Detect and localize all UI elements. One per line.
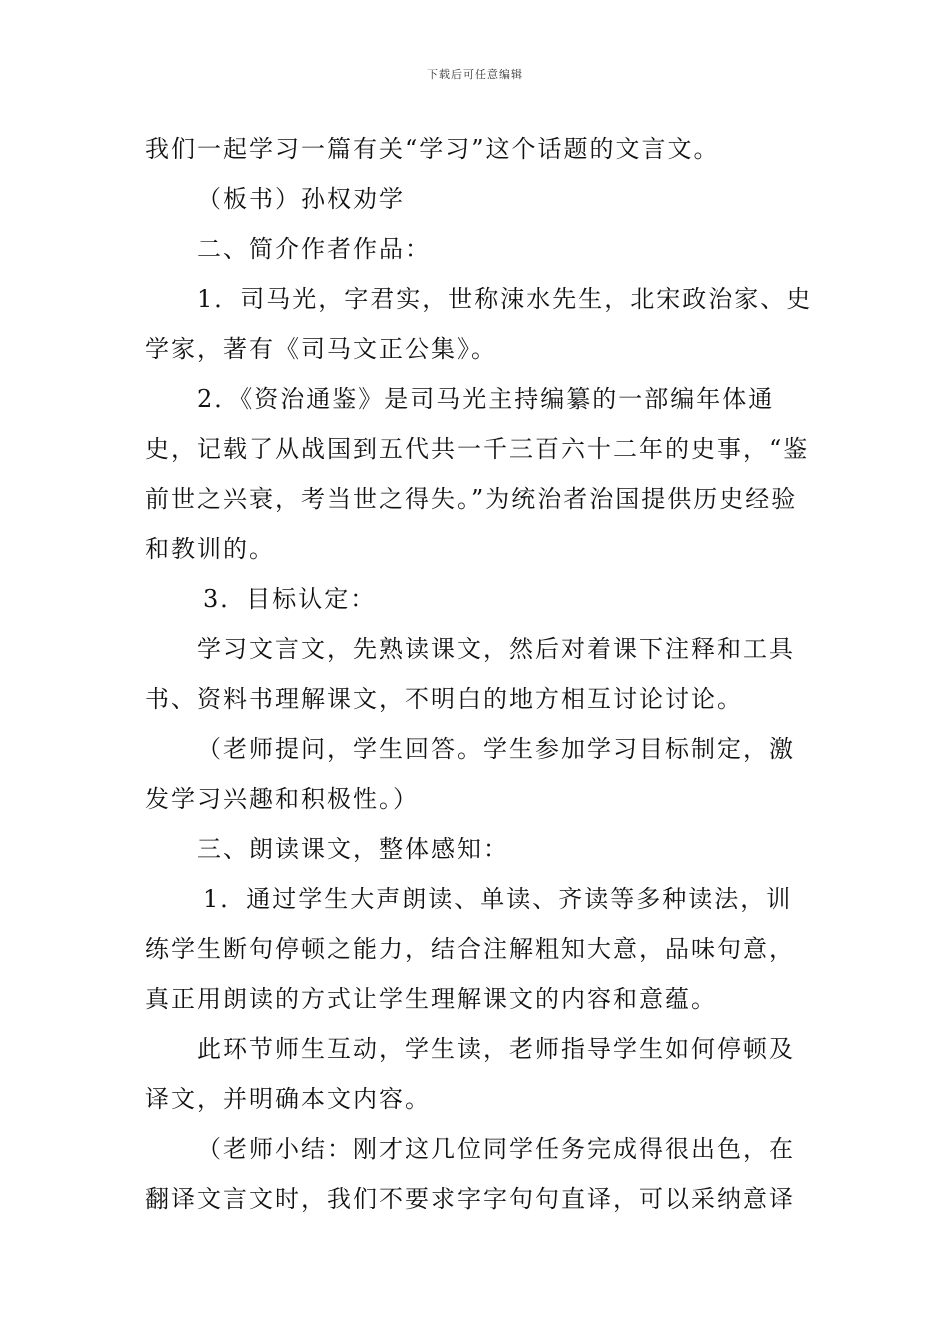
document-body — [145, 124, 815, 1224]
paragraph-goals: 学习文言文，先熟读课文，然后对着课下注释和工具书、资料书理解课文，不明白的地方相互讨论讨论。 — [145, 635, 795, 713]
section-heading-goals: 3．目标认定： — [203, 585, 377, 613]
paragraph-teacher-question: （老师提问，学生回答。学生参加学习目标制定，激发学习兴趣和积极性。） — [145, 735, 795, 813]
section-heading-reading: 三、朗读课文，整体感知： — [197, 835, 509, 863]
paragraph-intro: 我们一起学习一篇有关“学习”这个话题的文言文。 — [145, 135, 720, 163]
section-heading-author: 二、简介作者作品： — [197, 235, 431, 263]
paragraph-reading-1: 1．通过学生大声朗读、单读、齐读等多种读法，训练学生断句停顿之能力，结合注解粗知大意，品味句意，真正用朗读的方式让学生理解课文的内容和意蕴。 — [145, 885, 795, 1013]
paragraph-author-2: 2．《资治通鉴》是司马光主持编纂的一部编年体通史，记载了从战国到五代共一千三百六十二年的史事，“鉴前世之兴衰，考当世之得失。”为统治者治国提供历史经验和教训的。 — [145, 385, 810, 563]
paragraph-board-title: （板书）孙权劝学 — [197, 185, 405, 213]
header-note: 下载后可任意编辑 — [427, 68, 523, 81]
paragraph-teacher-summary: （老师小结：刚才这几位同学任务完成得很出色，在翻译文言文时，我们不要求字字句句直译，可以采纳意译 — [145, 1135, 795, 1213]
paragraph-interaction: 此环节师生互动，学生读，老师指导学生如何停顿及译文，并明确本文内容。 — [145, 1035, 795, 1113]
paragraph-author-1: 1．司马光，字君实，世称涑水先生，北宋政治家、史学家，著有《司马文正公集》。 — [145, 285, 813, 363]
